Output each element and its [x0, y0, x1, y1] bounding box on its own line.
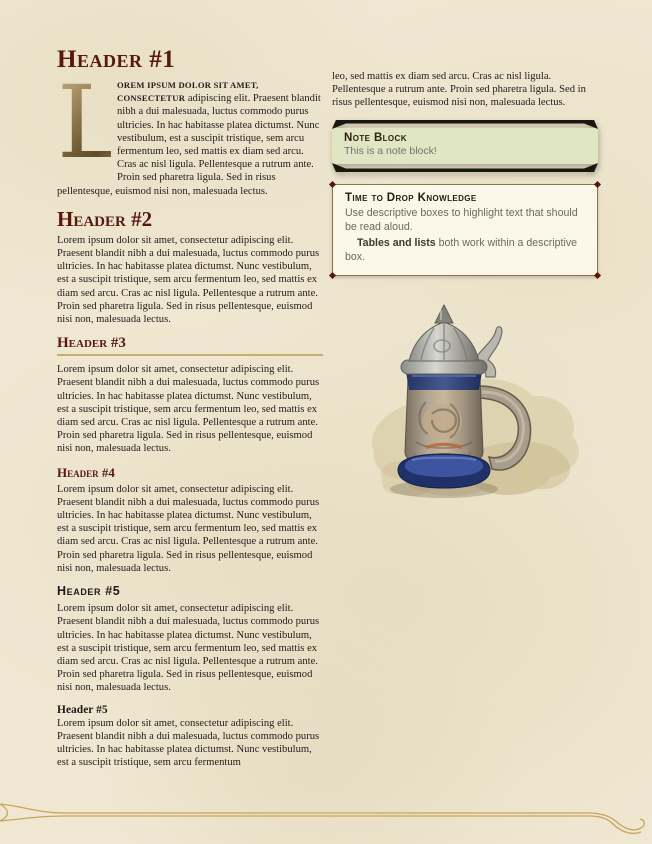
drop-cap: L — [57, 64, 124, 181]
header-1: Header #1 — [57, 46, 176, 73]
corner-diamond-icon — [329, 272, 336, 279]
descriptive-box-line2-rest: both work within a descriptive box. — [345, 236, 578, 264]
descriptive-box-line2 — [345, 236, 585, 265]
descriptive-box-line1: Use descriptive boxes to highlight text that should be read aloud. — [345, 206, 578, 234]
corner-diamond-icon — [594, 272, 601, 279]
corner-diamond-icon — [329, 181, 336, 188]
lead-smallcaps-text: OREM IPSUM DOLOR SIT AMET, CONSECTETUR — [117, 80, 259, 104]
lead-body-text: adipiscing elit. Praesent blandit nibh a dui malesuada, luctus commodo purus ultricies. In hac habitasse platea dictumst. Nunc vestibulum, est a suscipit tristique, sem arcu fermentum leo, sed mattis ex diam sed arcu. Cras ac nisl ligula. Pellentesque a rutrum ante. Proin sed pharetra ligula. Sed in risus pellentesque, euismod nisi non, malesuada lectus. — [57, 93, 321, 197]
header-3: Header #3 — [57, 335, 323, 356]
truncated-paragraph: Lorem ipsum dolor sit amet, consectetur adipiscing elit. Praesent blandit nibh a dui malesuada, luctus commodo purus ultricies. In hac habitasse platea dictumst. Nunc vestibulum, est a suscipit tristique, sem arcu fermentum — [57, 717, 320, 769]
descriptive-box-bold: Tables and lists — [357, 236, 436, 249]
descriptive-box-title: Time to Drop Knowledge — [345, 191, 477, 204]
paragraph: Lorem ipsum dolor sit amet, consectetur adipiscing elit. Praesent blandit nibh a dui malesuada, luctus commodo purus ultricies. In hac habitasse platea dictumst. Nunc vestibulum, est a suscipit tristique, sem arcu fermentum leo, sed mattis ex diam sed arcu. Cras ac nisl ligula. Pellentesque a rutrum ante. Proin sed pharetra ligula. Sed in risus pellentesque, euismod nisi non, malesuada lectus. — [57, 603, 320, 694]
note-body — [332, 128, 598, 164]
note-bottom-bar — [332, 163, 598, 172]
continuation-paragraph: leo, sed mattis ex diam sed arcu. Cras ac nisl ligula. Pellentesque a rutrum ante. Proin sed pharetra ligula. Sed in risus pellentesque, euismod nisi non, malesuada lectus. — [332, 71, 586, 109]
paragraph: Lorem ipsum dolor sit amet, consectetur adipiscing elit. Praesent blandit nibh a dui malesuada, luctus commodo purus ultricies. In hac habitasse platea dictumst. Nunc vestibulum, est a suscipit tristique, sem arcu fermentum leo, sed mattis ex diam sed arcu. Cras ac nisl ligula. Pellentesque a rutrum ante. Proin sed pharetra ligula. Sed in risus pellentesque, euismod nisi non, malesuada lectus. — [57, 364, 320, 455]
right-column — [332, 46, 598, 507]
beer-stein-illustration — [346, 302, 591, 507]
left-column — [57, 46, 323, 778]
header-5-bold: Header #5 — [57, 703, 108, 716]
header-5: Header #5 — [57, 584, 121, 599]
corner-diamond-icon — [594, 181, 601, 188]
lead-paragraph — [57, 64, 323, 198]
beer-stein-svg — [346, 302, 591, 507]
note-block — [332, 120, 598, 172]
note-title: Note Block — [344, 131, 407, 144]
descriptive-box — [332, 184, 598, 276]
note-text: This is a note block! — [344, 144, 437, 157]
paragraph: Lorem ipsum dolor sit amet, consectetur adipiscing elit. Praesent blandit nibh a dui malesuada, luctus commodo purus ultricies. In hac habitasse platea dictumst. Nunc vestibulum, est a suscipit tristique, sem arcu fermentum leo, sed mattis ex diam sed arcu. Cras ac nisl ligula. Pellentesque a rutrum ante. Proin sed pharetra ligula. Sed in risus pellentesque, euismod nisi non, malesuada lectus. — [57, 483, 320, 574]
paragraph: Lorem ipsum dolor sit amet, consectetur adipiscing elit. Praesent blandit nibh a dui malesuada, luctus commodo purus ultricies. In hac habitasse platea dictumst. Nunc vestibulum, est a suscipit tristique, sem arcu fermentum leo, sed mattis ex diam sed arcu. Cras ac nisl ligula. Pellentesque a rutrum ante. Proin sed pharetra ligula. Sed in risus pellentesque, euismod nisi non, malesuada lectus. — [57, 234, 320, 326]
footer-flourish — [0, 800, 652, 838]
header-4: Header #4 — [57, 464, 115, 480]
header-2: Header #2 — [57, 206, 153, 231]
